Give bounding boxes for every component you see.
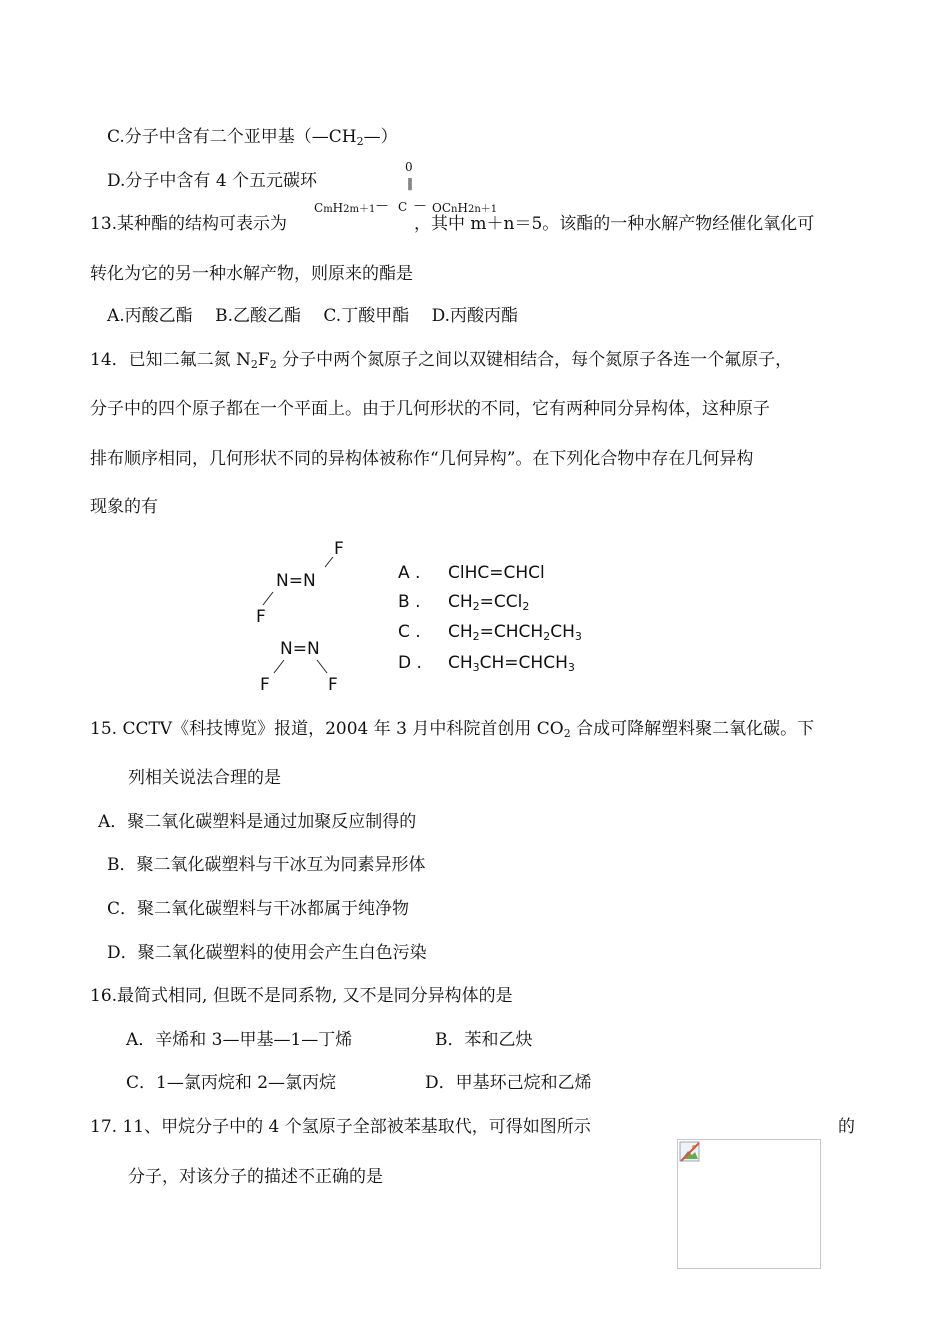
q14-stem-line1 (90, 349, 792, 376)
q14-b-part-b: =CCl (479, 592, 523, 612)
q14-b-sub2: 2 (522, 600, 530, 613)
trans-nn: N=N (276, 571, 316, 591)
q14-option-c-label: C . (398, 622, 421, 642)
q16-option-d: D．甲基环己烷和乙烯 (425, 1073, 592, 1093)
formula-right-sub-n: n (451, 204, 458, 215)
q14-d-part-a: CH (448, 653, 473, 673)
q12-option-c-sub: 2 (356, 135, 364, 148)
q14-b-part-a: CH (448, 592, 473, 612)
q14-c-part-b: =CHCH (479, 622, 544, 642)
q17-stem-line1-end: 的 (838, 1117, 855, 1137)
molecule-image-placeholder (677, 1139, 821, 1269)
q14-option-d (398, 652, 575, 674)
q17-stem-line1: 17. 11、甲烷分子中的 4 个氢原子全部被苯基取代，可得如图所示 (90, 1117, 591, 1137)
q14-option-b-label: B . (398, 592, 421, 612)
formula-left-group (314, 200, 375, 215)
q15-line1-b: 合成可降解塑料聚二氧化碳。下 (570, 719, 815, 739)
formula-left-sub-m: m (323, 204, 333, 215)
q14-d-part-b: CH=CHCH (479, 653, 568, 673)
formula-right-h: H (457, 201, 468, 215)
q12-option-c-text: C.分子中含有二个亚甲基（—CH (107, 127, 357, 147)
broken-image-icon (679, 1141, 701, 1163)
q14-option-c (398, 621, 582, 643)
q13-options: A.丙酸乙酯 B.乙酸乙酯 C.丁酸甲酯 D.丙酸丙酯 (107, 306, 519, 326)
q14-option-a (398, 562, 545, 584)
q14-stem-line2: 分子中的四个原子都在一个平面上。由于几何形状的不同，它有两种同分异构体，这种原子 (90, 399, 770, 419)
q16-stem: 16.最简式相同, 但既不是同系物, 又不是同分异构体的是 (90, 986, 513, 1006)
q14-option-d-label: D . (398, 653, 422, 673)
n2f2-isomer-diagram (246, 535, 366, 700)
q15-stem-line2: 列相关说法合理的是 (128, 768, 281, 788)
q14-d-sub1: 3 (472, 661, 480, 674)
q16-option-a: A．辛烯和 3—甲基—1—丁烯 (126, 1030, 353, 1050)
trans-f-bottom: F (256, 607, 266, 627)
q14-option-d-formula (448, 652, 575, 679)
q17-stem-line2: 分子，对该分子的描述不正确的是 (128, 1167, 383, 1187)
q15-line1-a: 15. CCTV《科技博览》报道，2004 年 3 月中科院首创用 CO (90, 719, 564, 739)
formula-left-c: C (314, 201, 324, 215)
q14-option-c-formula (448, 621, 582, 648)
q14-b-sub1: 2 (472, 600, 480, 613)
q12-option-d: D.分子中含有 4 个五元碳环 (107, 171, 318, 191)
formula-center-c: C (398, 200, 408, 214)
q14-c-sub2: 2 (543, 630, 551, 643)
formula-right-oc: OC (432, 201, 452, 215)
q16-option-b: B．苯和乙炔 (435, 1030, 533, 1050)
q15-option-c: C．聚二氧化碳塑料与干冰都属于纯净物 (107, 899, 410, 919)
formula-bond-left: — (376, 198, 388, 212)
q15-stem-line1 (90, 718, 814, 745)
q14-c-part-c: CH (550, 622, 575, 642)
formula-bond-right: — (414, 198, 426, 212)
q15-line1-sub: 2 (563, 727, 571, 740)
q15-option-a: A．聚二氧化碳塑料是通过加聚反应制得的 (98, 812, 417, 832)
q13-stem-line2: 转化为它的另一种水解产物，则原来的酯是 (90, 264, 413, 284)
formula-left-sub: 2m＋1 (343, 204, 376, 215)
q14-c-sub3: 3 (574, 630, 582, 643)
q14-option-b (398, 591, 530, 613)
cis-nn: N=N (280, 639, 320, 659)
q14-line1-sub2: 2 (269, 358, 277, 371)
q14-line1-b: F (257, 350, 270, 370)
formula-carbonyl-o: 0 (405, 160, 413, 174)
trans-f-top: F (334, 539, 344, 559)
q13-stem-b: ，其中 m＋n＝5。该酯的一种水解产物经催化氧化可 (414, 214, 815, 234)
q14-c-sub1: 2 (472, 630, 480, 643)
q15-option-d: D．聚二氧化碳塑料的使用会产生白色污染 (107, 943, 427, 963)
q12-option-c-tail: —） (363, 127, 398, 147)
formula-double-bond: ‖ (407, 176, 413, 190)
cis-f-right: F (328, 675, 338, 695)
q14-option-a-label: A . (398, 563, 421, 583)
q14-d-sub2: 3 (567, 661, 575, 674)
q15-option-b: B．聚二氧化碳塑料与干冰互为同素异形体 (107, 855, 426, 875)
q14-c-part-a: CH (448, 622, 473, 642)
q14-line1-c: 分子中两个氮原子之间以双键相结合，每个氮原子各连一个氟原子， (276, 350, 793, 370)
q14-option-b-formula (448, 591, 529, 618)
q13-stem-a: 13.某种酯的结构可表示为 (90, 214, 288, 234)
q16-option-c: C．1—氯丙烷和 2—氯丙烷 (126, 1073, 337, 1093)
q14-stem-line4: 现象的有 (90, 497, 158, 517)
q14-line1-a: 14．已知二氟二氮 N (90, 350, 251, 370)
cis-f-left: F (260, 675, 270, 695)
q14-option-a-formula: ClHC=CHCl (448, 563, 545, 583)
formula-right-sub: 2n＋1 (467, 204, 498, 215)
q14-stem-line3: 排布顺序相同，几何形状不同的异构体被称作“几何异构”。在下列化合物中存在几何异构 (90, 449, 754, 469)
formula-left-h: H (332, 201, 344, 215)
q12-option-c (107, 126, 398, 153)
q14-line1-sub1: 2 (250, 358, 258, 371)
